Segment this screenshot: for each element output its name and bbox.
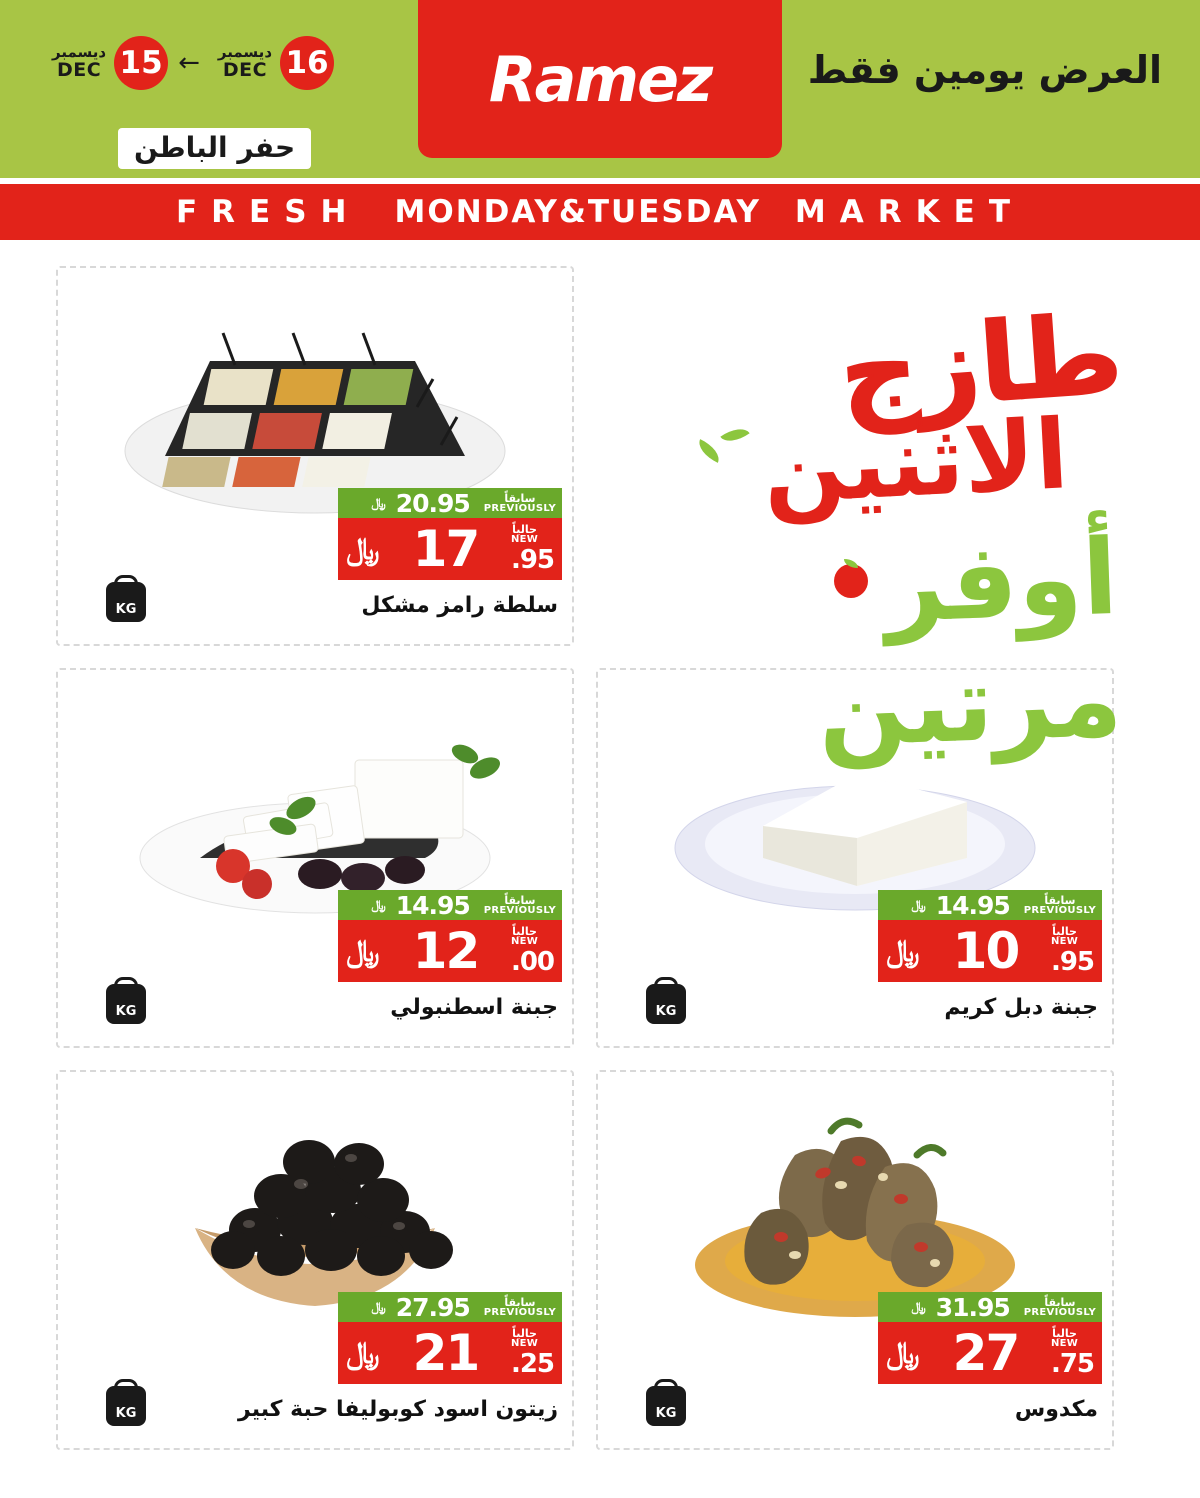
date-chip-start (44, 36, 168, 90)
previous-price-row (338, 1292, 562, 1322)
previous-price-label (478, 890, 562, 920)
currency-symbol-icon: ﷼ (346, 1335, 380, 1371)
new-price-integer: 27 (952, 1324, 1019, 1382)
new-label-ar: حالياً (512, 1326, 537, 1340)
previous-price-label (1018, 890, 1102, 920)
previous-currency-icon: ﷼ (371, 1299, 386, 1315)
previous-label-ar: سابقاً (504, 491, 536, 505)
previous-price-row (338, 488, 562, 518)
new-price-label (511, 1328, 538, 1349)
previous-price-value: 20.95 (395, 488, 470, 518)
previous-currency-icon: ﷼ (371, 897, 386, 913)
date-range-arrow-icon: ← (178, 48, 200, 78)
new-price-label (511, 926, 538, 947)
kg-badge: KG (106, 582, 146, 622)
date-month-ar-16: ديسمبر (217, 43, 273, 62)
new-price-integer: 21 (412, 1324, 479, 1382)
previous-price-value: 27.95 (395, 1292, 470, 1322)
logo-text: Ramez (488, 42, 712, 116)
new-price-integer: 10 (952, 922, 1019, 980)
new-price-side (511, 518, 554, 580)
product-name: جبنة دبل كريم (944, 995, 1098, 1020)
product-card-double-cream-cheese[interactable] (596, 668, 1114, 1048)
new-price-row (338, 920, 562, 982)
product-name: جبنة اسطنبولي (390, 995, 558, 1020)
product-card-istanbuli-cheese[interactable] (56, 668, 574, 1048)
date-chip-end (210, 36, 334, 90)
new-price-decimal: .95 (510, 544, 554, 575)
product-row-1 (56, 266, 1144, 646)
new-label-en: NEW (510, 533, 539, 545)
previous-currency-icon: ﷼ (371, 495, 386, 511)
new-price-row (878, 1322, 1102, 1384)
banner-word-fresh: FRESH (176, 194, 361, 230)
banner-word-days: MONDAY&TUESDAY (394, 194, 761, 230)
new-price-label (1051, 1328, 1078, 1349)
previous-price-value: 14.95 (935, 890, 1010, 920)
date-day-15: 15 (114, 36, 168, 90)
new-price-decimal: .95 (1050, 946, 1094, 977)
new-price-row (338, 518, 562, 580)
date-month-ar-15: ديسمبر (52, 43, 107, 62)
previous-price-value: 14.95 (395, 890, 470, 920)
new-price-side (511, 1322, 554, 1384)
new-price-integer: 12 (412, 922, 479, 980)
product-row-2 (56, 668, 1144, 1048)
date-month-15 (52, 45, 106, 81)
banner-word-market: MARKET (794, 194, 1024, 230)
new-price-row (878, 920, 1102, 982)
previous-label-ar: سابقاً (504, 893, 536, 907)
previous-currency-icon: ﷼ (911, 897, 926, 913)
date-month-en-15: DEC (56, 58, 102, 81)
previous-price-row (338, 890, 562, 920)
date-month-16 (218, 45, 272, 81)
new-label-ar: حالياً (512, 924, 537, 938)
promo-line-monday: الاثنين (760, 398, 1071, 526)
previous-label-ar: سابقاً (1044, 1295, 1076, 1309)
new-label-ar: حالياً (1052, 924, 1077, 938)
promo-line-fresh: طازج (835, 292, 1127, 437)
previous-price-row (878, 1292, 1102, 1322)
previous-price-row (878, 890, 1102, 920)
new-price-decimal: .75 (1050, 1348, 1094, 1379)
previous-label-ar: سابقاً (504, 1295, 536, 1309)
promo-art-cell (596, 266, 1114, 646)
branch-label: حفر الباطن (118, 128, 311, 169)
previous-label-en: PREVIOUSLY (1023, 904, 1096, 916)
flyer-header (0, 0, 1200, 178)
previous-label-en: PREVIOUSLY (1023, 1306, 1096, 1318)
previous-price-value: 31.95 (935, 1292, 1010, 1322)
kg-badge: KG (646, 1386, 686, 1426)
new-price-decimal: .00 (510, 946, 554, 977)
price-block-black-olives (338, 1292, 562, 1384)
product-card-salad[interactable] (56, 266, 574, 646)
previous-label-en: PREVIOUSLY (483, 502, 556, 514)
previous-label-en: PREVIOUSLY (483, 1306, 556, 1318)
new-price-label (1051, 926, 1078, 947)
new-label-en: NEW (510, 935, 539, 947)
previous-price-label (478, 488, 562, 518)
new-price-side (1051, 920, 1094, 982)
new-label-en: NEW (1050, 1337, 1079, 1349)
previous-label-ar: سابقاً (1044, 893, 1076, 907)
currency-symbol-icon: ﷼ (886, 933, 920, 969)
new-price-row (338, 1322, 562, 1384)
new-price-decimal: .25 (510, 1348, 554, 1379)
previous-price-label (1018, 1292, 1102, 1322)
kg-badge: KG (106, 984, 146, 1024)
price-block-makdous (878, 1292, 1102, 1384)
new-price-label (511, 524, 538, 545)
new-price-side (1051, 1322, 1094, 1384)
product-row-3 (56, 1070, 1144, 1450)
market-banner (0, 184, 1200, 240)
new-label-ar: حالياً (1052, 1326, 1077, 1340)
price-block-istanbuli-cheese (338, 890, 562, 982)
previous-price-label (478, 1292, 562, 1322)
date-month-en-16: DEC (222, 58, 268, 81)
date-day-16: 16 (280, 36, 334, 90)
product-grid (0, 240, 1200, 1450)
kg-badge: KG (646, 984, 686, 1024)
kg-badge: KG (106, 1386, 146, 1426)
currency-symbol-icon: ﷼ (886, 1335, 920, 1371)
product-name: مكدوس (1014, 1397, 1098, 1422)
previous-currency-icon: ﷼ (911, 1299, 926, 1315)
currency-symbol-icon: ﷼ (346, 531, 380, 567)
product-card-makdous[interactable] (596, 1070, 1114, 1450)
price-block-salad (338, 488, 562, 580)
promo-line-savings: أوفر مرتين (815, 515, 1125, 771)
price-block-double-cream-cheese (878, 890, 1102, 982)
new-price-side (511, 920, 554, 982)
currency-symbol-icon: ﷼ (346, 933, 380, 969)
product-name: زيتون اسود كوبوليفا حبة كبير (238, 1397, 558, 1422)
offer-headline: العرض يومين فقط (807, 48, 1162, 92)
product-card-black-olives[interactable] (56, 1070, 574, 1450)
ramez-logo (418, 0, 782, 158)
new-price-integer: 17 (412, 520, 479, 578)
previous-label-en: PREVIOUSLY (483, 904, 556, 916)
offer-dates (44, 36, 334, 90)
new-label-ar: حالياً (512, 522, 537, 536)
new-label-en: NEW (510, 1337, 539, 1349)
new-label-en: NEW (1050, 935, 1079, 947)
product-name: سلطة رامز مشكل (361, 593, 558, 618)
